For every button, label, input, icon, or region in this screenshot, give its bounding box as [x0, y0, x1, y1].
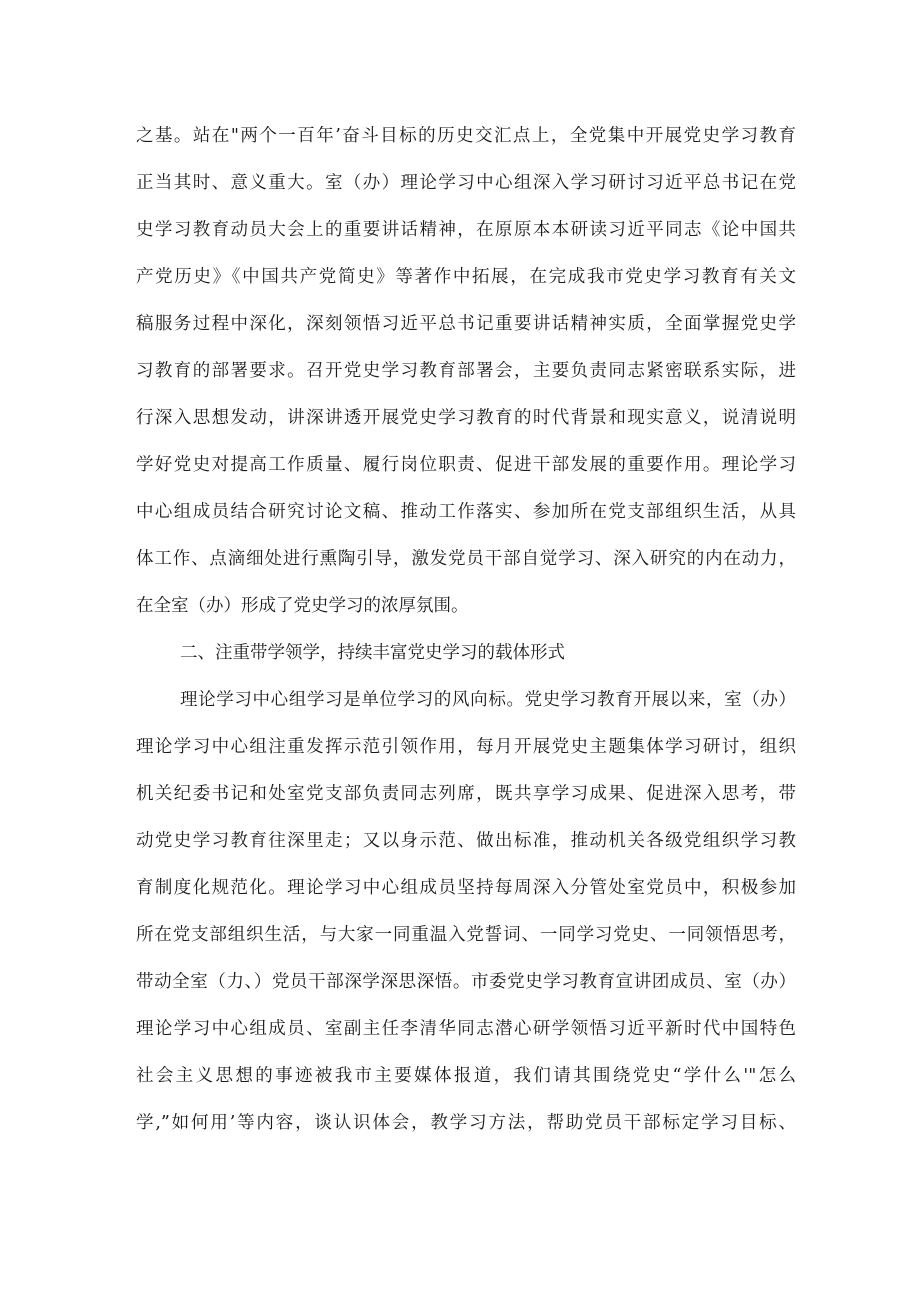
paragraph-line: 学,”如何用’等内容，谈认识体会，教学习方法，帮助党员干部标定学习目标、	[136, 1113, 796, 1133]
paragraph-line: 学好党史对提高工作质量、履行岗位职责、促进干部发展的重要作用。理论学习	[136, 455, 796, 475]
paragraph-line: 之基。站在"两个一百年’奋斗目标的历史交汇点上，全党集中开展党史学习教育	[136, 126, 796, 146]
paragraph-line: 理论学习中心组注重发挥示范引领作用，每月开展党史主题集体学习研讨，组织	[136, 737, 796, 757]
paragraph-line: 所在党支部组织生活，与大家一同重温入党誓词、一同学习党史、一同领悟思考，	[136, 925, 796, 945]
paragraph-line: 习教育的部署要求。召开党史学习教育部署会，主要负责同志紧密联系实际，进	[136, 361, 796, 381]
paragraph-line: 在全室（办）形成了党史学习的浓厚氛围。	[136, 596, 469, 616]
paragraph-line: 带动全室（力、）党员干部深学深思深悟。市委党史学习教育宣讲团成员、室（办）	[136, 972, 796, 992]
section-heading: 二、注重带学领学，持续丰富党史学习的载体形式	[180, 643, 565, 663]
paragraph-line: 理论学习中心组学习是单位学习的风向标。党史学习教育开展以来，室（办）	[180, 690, 796, 710]
paragraph-line: 理论学习中心组成员、室副主任李清华同志潜心研学领悟习近平新时代中国特色	[136, 1019, 796, 1039]
paragraph-line: 体工作、点滴细处进行熏陶引导，激发党员干部自觉学习、深入研究的内在动力，	[136, 549, 796, 569]
paragraph-line: 育制度化规范化。理论学习中心组成员坚持每周深入分管处室党员中，积极参加	[136, 878, 796, 898]
paragraph-line: 史学习教育动员大会上的重要讲话精神，在原原本本研读习近平同志《论中国共	[136, 220, 796, 240]
paragraph-line: 机关纪委书记和处室党支部负责同志列席，既共享学习成果、促进深入思考，带	[136, 784, 796, 804]
paragraph-line: 社会主义思想的事迹被我市主要媒体报道，我们请其围绕党史“学什么'"怎么	[136, 1066, 796, 1086]
paragraph-line: 动党史学习教育往深里走；又以身示范、做出标准，推动机关各级党组织学习教	[136, 831, 796, 851]
paragraph-line: 产党历史》《中国共产党简史》等著作中拓展，在完成我市党史学习教育有关文	[136, 267, 796, 287]
paragraph-line: 正当其时、意义重大。室（办）理论学习中心组深入学习研讨习近平总书记在党	[136, 173, 796, 193]
paragraph-line: 中心组成员结合研究讨论文稿、推动工作落实、参加所在党支部组织生活，从具	[136, 502, 796, 522]
paragraph-line: 行深入思想发动，讲深讲透开展党史学习教育的时代背景和现实意义，说清说明	[136, 408, 796, 428]
paragraph-line: 稿服务过程中深化，深刻领悟习近平总书记重要讲话精神实质，全面掌握党史学	[136, 314, 796, 334]
